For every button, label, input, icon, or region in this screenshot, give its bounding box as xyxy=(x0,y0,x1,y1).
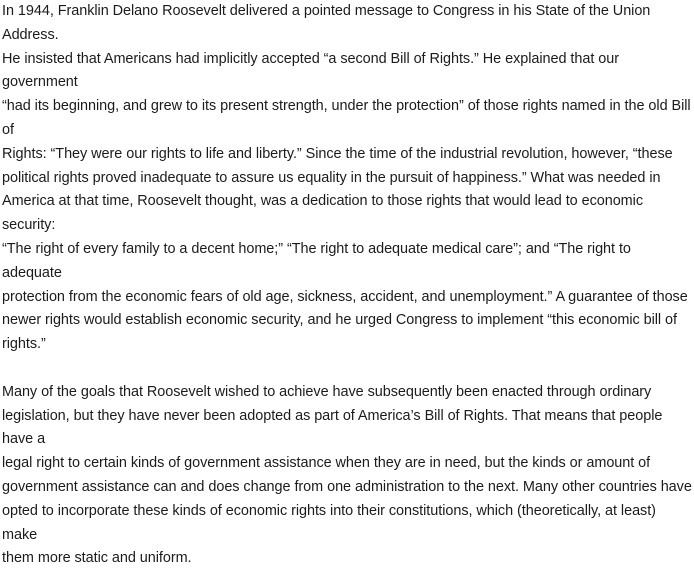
text-line: In 1944, Franklin Delano Roosevelt delivered a pointed message to Congress in his State of the Union Address. xyxy=(2,3,651,43)
text-line: America at that time, Roosevelt thought, was a dedication to those rights that would lead to economic security: xyxy=(2,193,643,234)
text-line: “The right of every family to a decent home;” “The right to adequate medical care”; and “The right to adequate xyxy=(2,240,631,281)
text-line: protection from the economic fears of old age, sickness, accident, and unemployment.” A guarantee of those xyxy=(2,288,688,305)
text-line: Many of the goals that Roosevelt wished to achieve have subsequently been enacted through ordinary xyxy=(2,383,652,400)
text-line: legislation, but they have never been adopted as part of America’s Bill of Rights. That means that people have a xyxy=(2,407,663,448)
text-line: Rights: “They were our rights to life and liberty.” Since the time of the industrial revolution, however, “these xyxy=(2,145,673,162)
text-line: legal right to certain kinds of government assistance when they are in need, but the kinds or amount of xyxy=(2,455,651,472)
text-line: newer rights would establish economic security, and he urged Congress to implement “this economic bill of xyxy=(2,312,677,329)
paragraph-2 xyxy=(2,381,694,571)
text-line: opted to incorporate these kinds of economic rights into their constitutions, which (theoretically, at least) make xyxy=(2,502,656,543)
text-line: “had its beginning, and grew to its present strength, under the protection” of those rights named in the old Bill of xyxy=(2,98,691,138)
text-line: them more static and uniform. xyxy=(2,550,192,567)
paragraph-1 xyxy=(2,0,694,357)
text-line: political rights proved inadequate to assure us equality in the pursuit of happiness.” What was needed in xyxy=(2,169,661,186)
text-line: rights.” xyxy=(2,336,46,353)
text-line: government assistance can and does change from one administration to the next. Many other countries have xyxy=(2,478,692,495)
text-line: He insisted that Americans had implicitly accepted “a second Bill of Rights.” He explained that our government xyxy=(2,50,619,91)
